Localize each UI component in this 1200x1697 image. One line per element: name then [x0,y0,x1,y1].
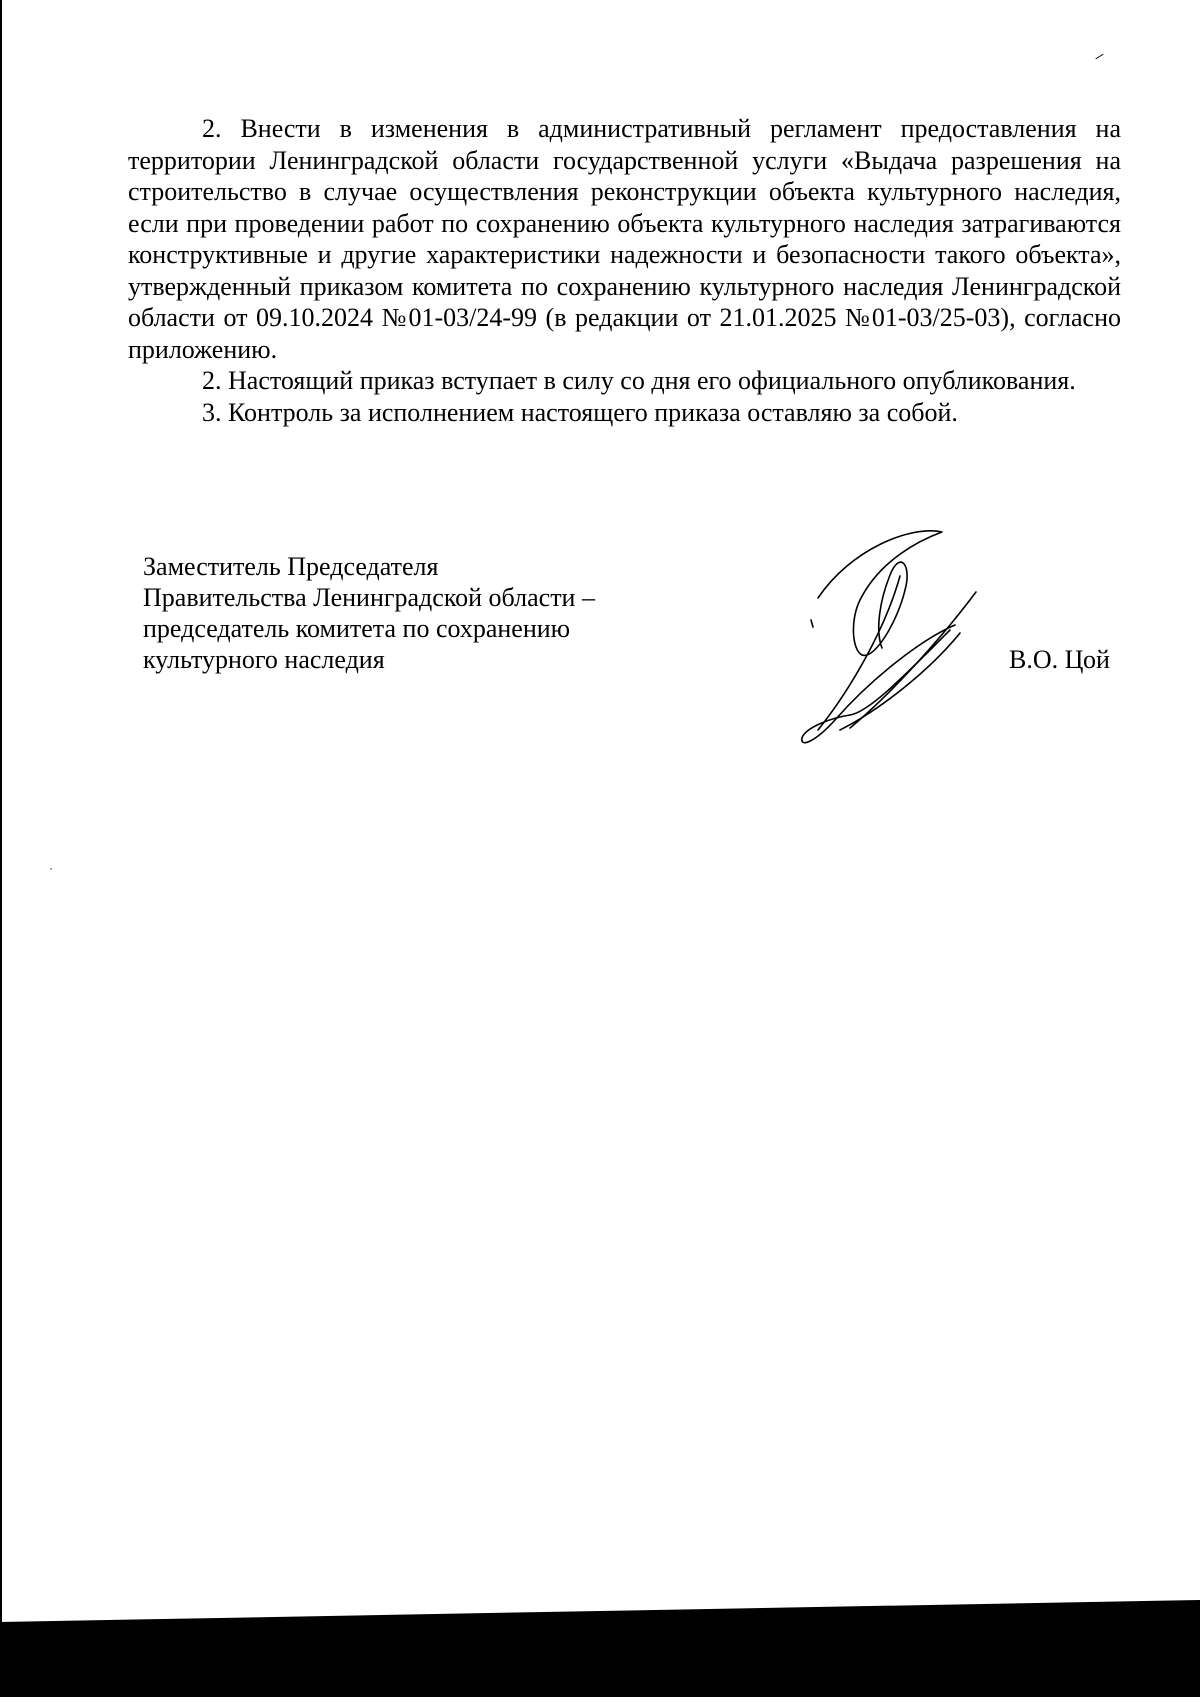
paragraph-effective-date: 2. Настоящий приказ вступает в силу со дня его официального опубликования. [202,366,1076,395]
position-line: Правительства Ленинградской области – [143,583,595,612]
scan-bottom-band [0,1600,1200,1697]
scan-speck [50,868,52,870]
scan-left-edge [0,0,2,1697]
paragraph-amendments: 2. Внести в изменения в административный регламент предоставления на территории Ленинградской области государственной услуги «Выдача разрешения на строительство в случае осуществления реконструкции объекта культурного наследия, если при проведении работ по сохранению объекта культурного наследия затрагиваются конструктивные и другие характеристики надежности и безопасности такого объекта», утвержденный приказом комитета по сохранению культурного наследия Ленинградской области от 09.10.2024 №01-03/24-99 (в редакции от 21.01.2025 №01-03/25-03), согласно приложению. [128,114,1121,364]
position-line: председатель комитета по сохранению [143,614,571,643]
paragraph-control: 3. Контроль за исполнением настоящего приказа оставляю за собой. [202,397,958,427]
position-line: культурного наследия [143,645,385,674]
document-body [128,113,1121,428]
scan-corner-mark [1095,54,1103,60]
signatory-position [143,551,595,675]
position-line: Заместитель Председателя [143,552,439,581]
handwritten-signature [780,520,1000,760]
signer-name: В.О. Цой [1009,645,1110,674]
